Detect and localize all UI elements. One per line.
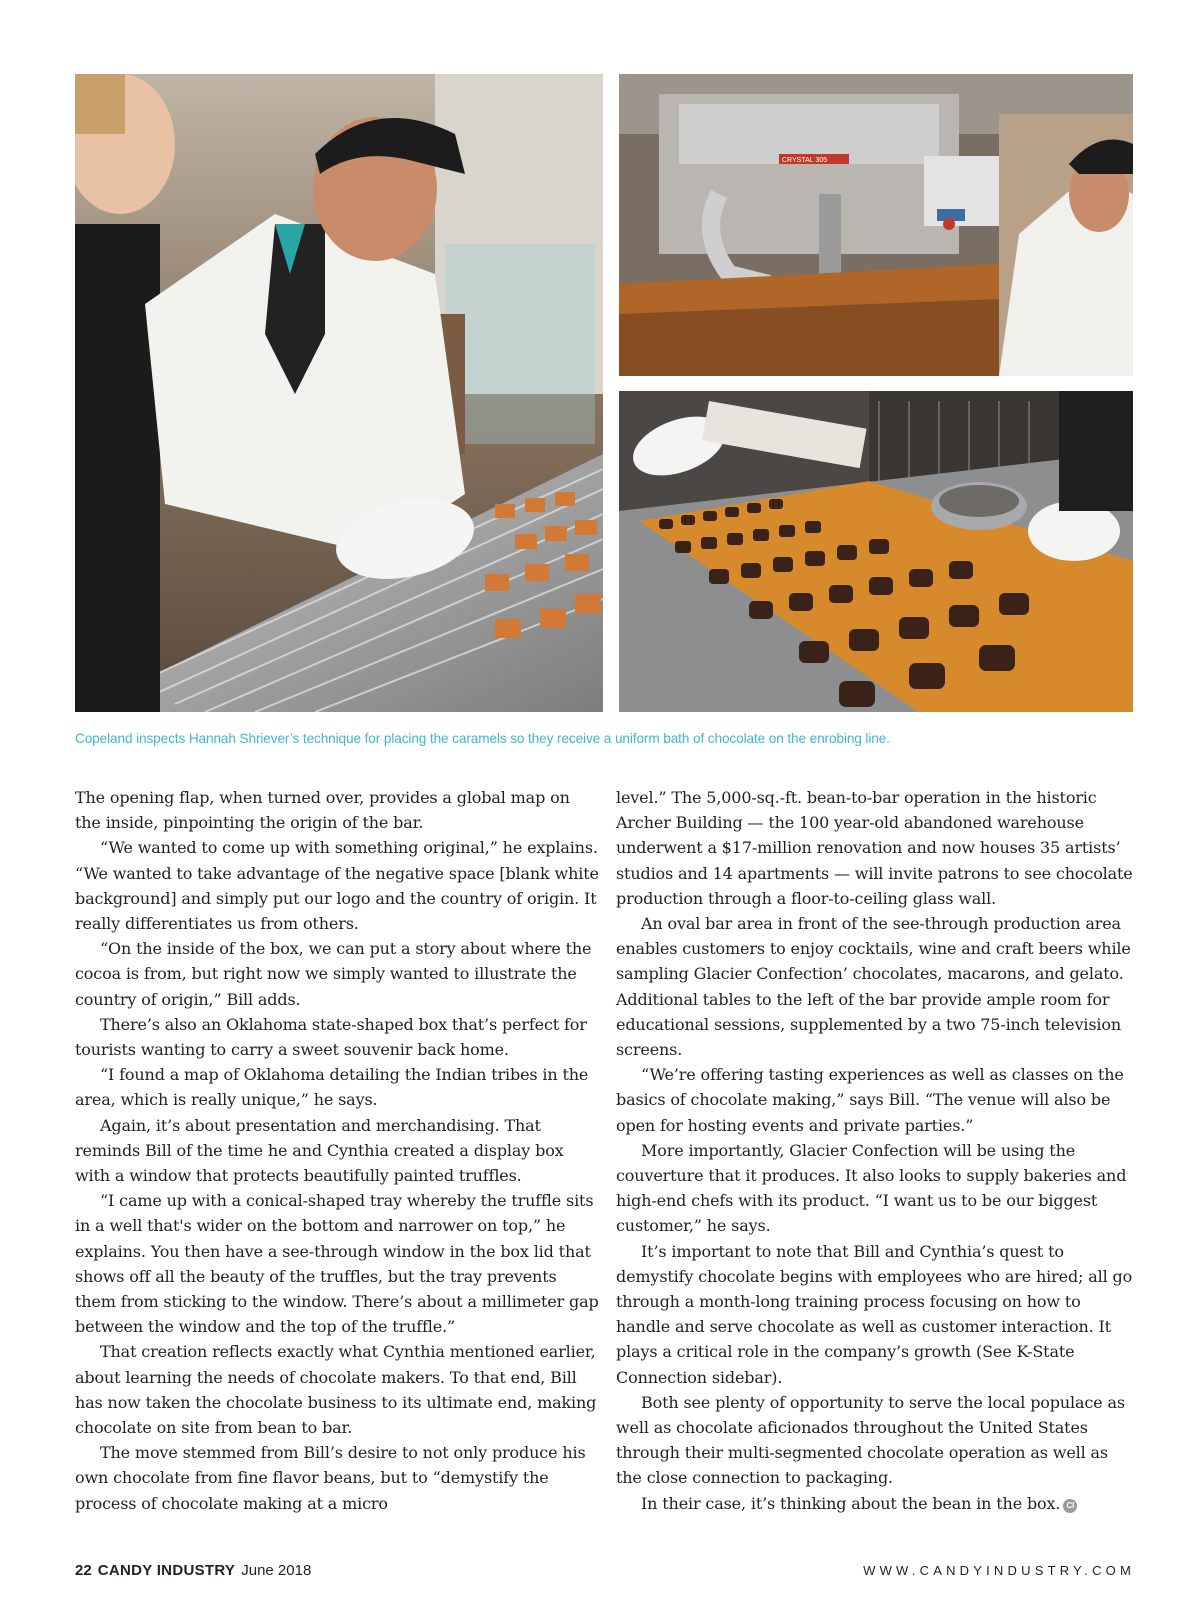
paragraph: That creation reflects exactly what Cynthia mentioned earlier, about learning the needs of chocolate makers. To that end, Bill has now taken the chocolate business to its ultimate end, making chocolate on site from bean to bar. <box>75 1342 597 1438</box>
paragraph-final <box>616 1491 1136 1516</box>
paragraph: It’s important to note that Bill and Cynthia’s quest to demystify chocolate begins with employees who are hired; all go through a month-long training process focusing on how to handle and serve chocolate as well as customer interaction. It plays a critical role in the company’s growth (See K-State Connection sidebar). <box>616 1241 1133 1387</box>
paragraph: An oval bar area in front of the see-through production area enables customers to enjoy cocktails, wine and craft beers while sampling Glacier Confection’ chocolates, macarons, and gelato. Additional tables to the left of the bar provide ample room for educational sessions, supplemented by a two 75-inch television screens. <box>616 914 1131 1060</box>
article-column-right <box>616 785 1136 1516</box>
paragraph: Both see plenty of opportunity to serve the local populace as well as chocolate aficionados throughout the United States through their multi-segmented chocolate operation as well as the close connection to packaging. <box>616 1392 1125 1488</box>
magazine-name: CANDY INDUSTRY <box>97 1562 236 1579</box>
paragraph: There’s also an Oklahoma state-shaped box that’s perfect for tourists wanting to carry a sweet souvenir back home. <box>75 1014 587 1060</box>
candy-industry-end-mark-icon: CI <box>1063 1499 1077 1513</box>
paragraph: level.” The 5,000-sq.-ft. bean-to-bar operation in the historic Archer Building — the 100 year-old abandoned warehouse underwent a $17-million renovation and now houses 35 artists’ studios and 14 apartments — will invite patrons to see chocolate production through a floor-to-ceiling glass wall. <box>616 788 1133 908</box>
website-url: WWW.CANDYINDUSTRY.COM <box>863 1563 1135 1578</box>
page-number: 22 <box>75 1562 92 1579</box>
machine-label: CRYSTAL 305 <box>782 157 828 164</box>
paragraph: “I found a map of Oklahoma detailing the Indian tribes in the area, which is really unique,” he says. <box>75 1065 589 1110</box>
paragraph-final-text: In their case, it’s thinking about the bean in the box. <box>641 1493 1061 1513</box>
article-column-left <box>75 785 600 1516</box>
paragraph: “We wanted to come up with something original,” he explains. “We wanted to take advantage of the negative space [blank white background] and simply put our logo and the country of origin. It really differentiates us from others. <box>75 838 599 934</box>
photo-caption: Copeland inspects Hannah Shriever’s technique for placing the caramels so they receive a uniform bath of chocolate on the enrobing line. <box>75 731 890 746</box>
paragraph: More importantly, Glacier Confection will be using the couverture that it produces. It also looks to supply bakeries and high-end chefs with its product. “I want us to be our biggest customer,” he says. <box>616 1140 1127 1236</box>
paragraph: The move stemmed from Bill’s desire to not only produce his own chocolate from fine flavor beans, but to “demystify the process of chocolate making at a micro <box>75 1443 586 1513</box>
paragraph: “On the inside of the box, we can put a story about where the cocoa is from, but right now we simply wanted to illustrate the country of origin,” Bill adds. <box>75 939 592 1009</box>
photo-chocolatier-enrobing <box>75 74 603 712</box>
photo-chocolates-on-belt <box>619 391 1133 712</box>
paragraph: “I came up with a conical-shaped tray whereby the truffle sits in a well that's wider on the bottom and narrower on top,” he explains. You then have a see-through window in the box lid that shows off all the beauty of the truffles, but the tray prevents them from sticking to the window. There’s about a millimeter gap between the window and the top of the truffle.” <box>75 1191 599 1337</box>
photo-enrobing-machine <box>619 74 1133 376</box>
issue-date: June 2018 <box>241 1562 312 1579</box>
paragraph: “We’re offering tasting experiences as well as classes on the basics of chocolate making,” says Bill. “The venue will also be open for hosting events and private parties.” <box>616 1065 1124 1135</box>
paragraph: The opening flap, when turned over, provides a global map on the inside, pinpointing the origin of the bar. <box>75 788 570 833</box>
paragraph: Again, it’s about presentation and merchandising. That reminds Bill of the time he and Cynthia created a display box with a window that protects beautifully painted truffles. <box>75 1115 564 1186</box>
page-footer-left <box>75 1562 311 1579</box>
